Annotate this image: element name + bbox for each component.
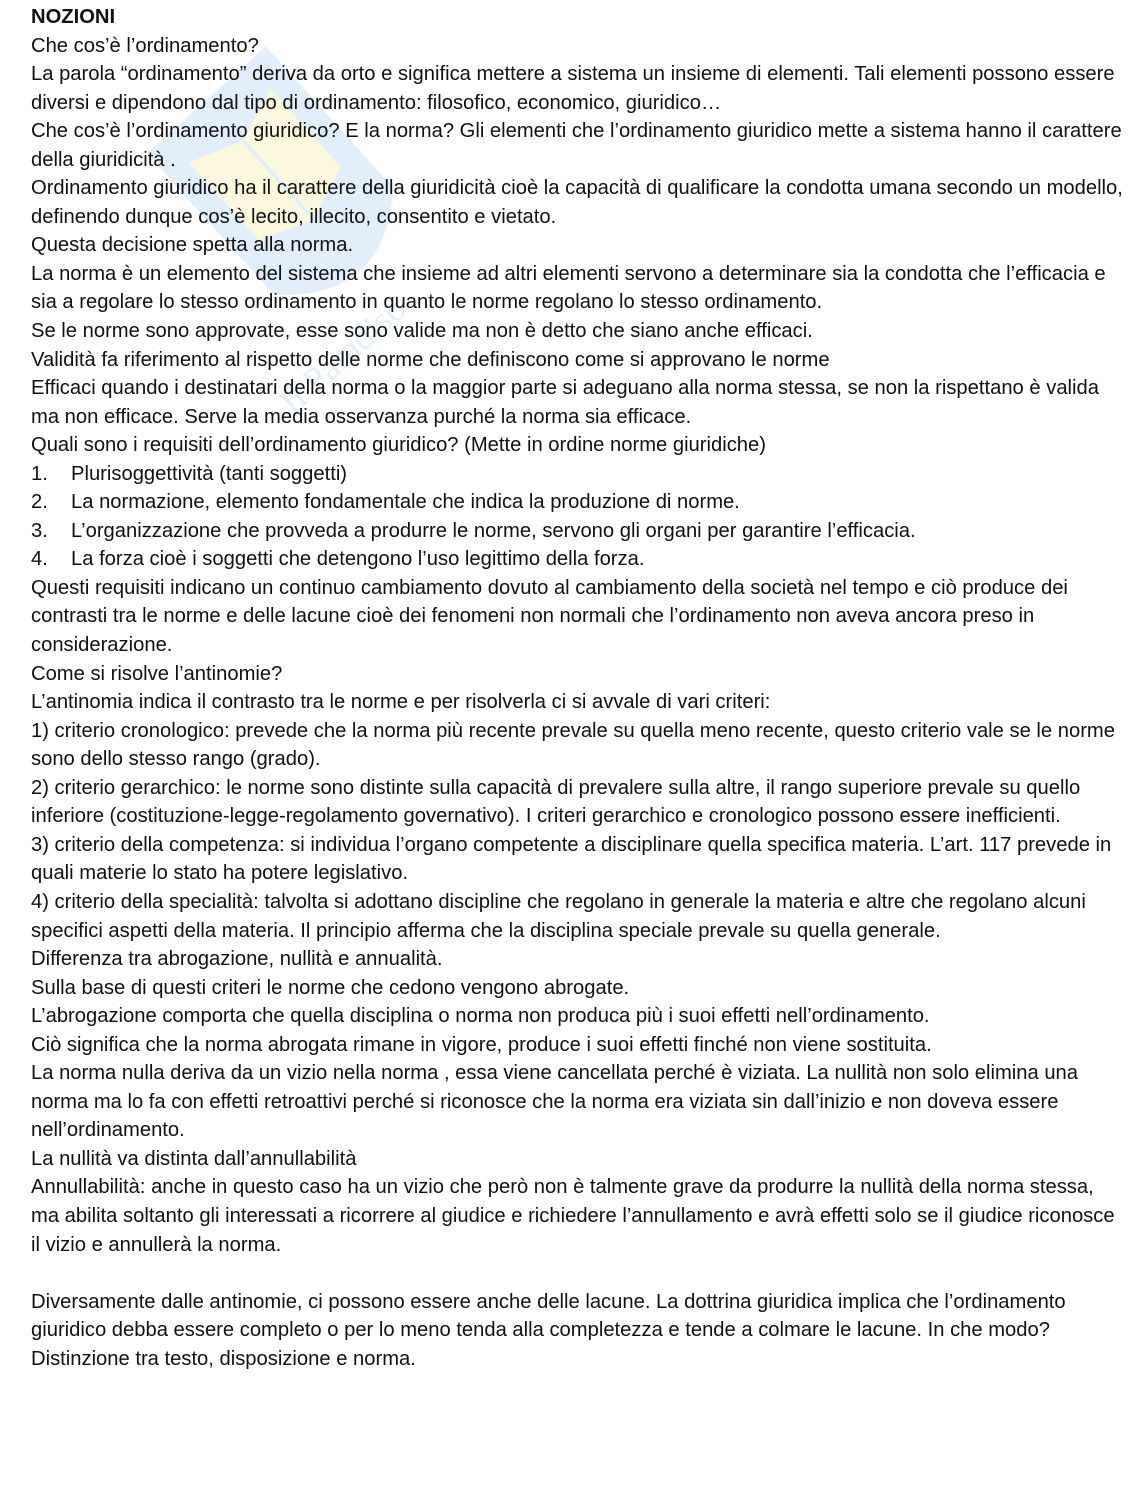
- paragraph: Questi requisiti indicano un continuo cambiamento dovuto al cambiamento della società nel tempo e ciò produce dei contrasti tra le norme e delle lacune cioè dei fenomeni non normali che l’ordinamento non aveva ancora preso in considerazione.: [31, 576, 1068, 657]
- list-item: [31, 460, 1126, 489]
- watermark-text: Il Paradiso: [271, 288, 414, 422]
- paragraph: Validità fa riferimento al rispetto delle norme che definiscono come si approvano le norme: [31, 348, 830, 371]
- paragraph: La norma nulla deriva da un vizio nella norma , essa viene cancellata perché è viziata. La nullità non solo elimina una norma ma lo fa con effetti retroattivi perché si riconosce che la norma era viziata sin dall’inizio e non doveva essere nell’ordinamento.: [31, 1062, 1079, 1142]
- paragraph: Ciò significa che la norma abrogata rimane in vigore, produce i suoi effetti finché non viene sostituita.: [31, 1033, 932, 1056]
- list-text: La forza cioè i soggetti che detengono l’uso legittimo della forza.: [71, 548, 645, 571]
- paragraph: 2) criterio gerarchico: le norme sono distinte sulla capacità di prevalere sulla altre, il rango superiore prevale su quello inferiore (costituzione-legge-regolamento governativo). I criteri gerarchico e cronologico possono essere inefficienti.: [31, 776, 1081, 828]
- list-number: 4.: [31, 548, 48, 571]
- paragraph: Annullabilità: anche in questo caso ha un vizio che però non è talmente grave da produrre la nullità della norma stessa, ma abilita soltanto gli interessati a ricorrere al giudice e richiedere l’annullamento e avrà effetti solo se il giudice riconosce il vizio e annullerà la norma.: [31, 1176, 1115, 1256]
- paragraph: Come si risolve l’antinomie?: [31, 662, 283, 685]
- paragraph: La parola “ordinamento” deriva da orto e significa mettere a sistema un insieme di elementi. Tali elementi possono essere diversi e dipendono dal tipo di ordinamento: filosofico, economico, giuridico…: [31, 63, 1115, 114]
- paragraph: Sulla base di questi criteri le norme che cedono vengono abrogate.: [31, 976, 630, 999]
- paragraph: Differenza tra abrogazione, nullità e annualità.: [31, 948, 443, 971]
- requirements-list: [31, 460, 1126, 574]
- paragraph-group-lacune: [31, 1288, 1126, 1374]
- paragraph: Efficaci quando i destinatari della norma o la maggior parte si adeguano alla norma stessa, se non la rispettano è valida ma non efficace. Serve la media osservanza purché la norma sia efficace.: [31, 377, 1099, 428]
- list-number: 1.: [31, 462, 48, 485]
- paragraph: Che cos’è l’ordinamento giuridico? E la norma? Gli elementi che l’ordinamento giuridico mette a sistema hanno il carattere della giuridicità .: [31, 120, 1122, 171]
- list-item: [31, 517, 1126, 546]
- list-number: 2.: [31, 491, 48, 514]
- paragraph: Quali sono i requisiti dell’ordinamento giuridico? (Mette in ordine norme giuridiche): [31, 434, 766, 457]
- blank-line: [31, 1259, 1126, 1288]
- document-title: NOZIONI: [31, 6, 116, 28]
- paragraph: 3) criterio della competenza: si individua l’organo competente a disciplinare quella specifica materia. L’art. 117 prevede in quali materie lo stato ha potere legislativo.: [31, 833, 1112, 885]
- list-item: [31, 488, 1126, 517]
- paragraph: L’abrogazione comporta che quella disciplina o norma non produca più i suoi effetti nell’ordinamento.: [31, 1005, 930, 1028]
- paragraph: Ordinamento giuridico ha il carattere della giuridicità cioè la capacità di qualificare la condotta umana secondo un modello, definendo dunque cos’è lecito, illecito, consentito e vietato.: [31, 177, 1123, 228]
- paragraph: Questa decisione spetta alla norma.: [31, 234, 354, 257]
- paragraph: 4) criterio della specialità: talvolta si adottano discipline che regolano in generale la materia e altre che regolano alcuni specifici aspetti della materia. Il principio afferma che la disciplina speciale prevale su quella generale.: [31, 890, 1086, 942]
- paragraph-group-antinomies: [31, 574, 1126, 1259]
- paragraph: Che cos’è l’ordinamento?: [31, 34, 259, 57]
- paragraph-group-intro: [31, 32, 1126, 460]
- paragraph: La norma è un elemento del sistema che insieme ad altri elementi servono a determinare sia la condotta che l’efficacia e sia a regolare lo stesso ordinamento in quanto le norme regolano lo stesso ordinamento.: [31, 262, 1106, 314]
- paragraph: L’antinomia indica il contrasto tra le norme e per risolverla ci si avvale di vari criteri:: [31, 691, 771, 714]
- list-text: Plurisoggettività (tanti soggetti): [71, 462, 348, 485]
- paragraph: La nullità va distinta dall’annullabilità: [31, 1147, 357, 1170]
- document-body: [31, 3, 1126, 1373]
- list-item: [31, 545, 1126, 574]
- paragraph: 1) criterio cronologico: prevede che la norma più recente prevale su quella meno recente, questo criterio vale se le norme sono dello stesso rango (grado).: [31, 719, 1115, 771]
- paragraph: Diversamente dalle antinomie, ci possono essere anche delle lacune. La dottrina giuridica implica che l’ordinamento giuridico debba essere completo o per lo meno tenda alla completezza e tende a colmare le lacune. In che modo? Distinzione tra testo, disposizione e norma.: [31, 1290, 1066, 1370]
- list-text: L’organizzazione che provveda a produrre le norme, servono gli organi per garantire l’efficacia.: [71, 519, 916, 542]
- list-text: La normazione, elemento fondamentale che indica la produzione di norme.: [71, 491, 740, 514]
- paragraph: Se le norme sono approvate, esse sono valide ma non è detto che siano anche efficaci.: [31, 320, 813, 343]
- list-number: 3.: [31, 519, 48, 542]
